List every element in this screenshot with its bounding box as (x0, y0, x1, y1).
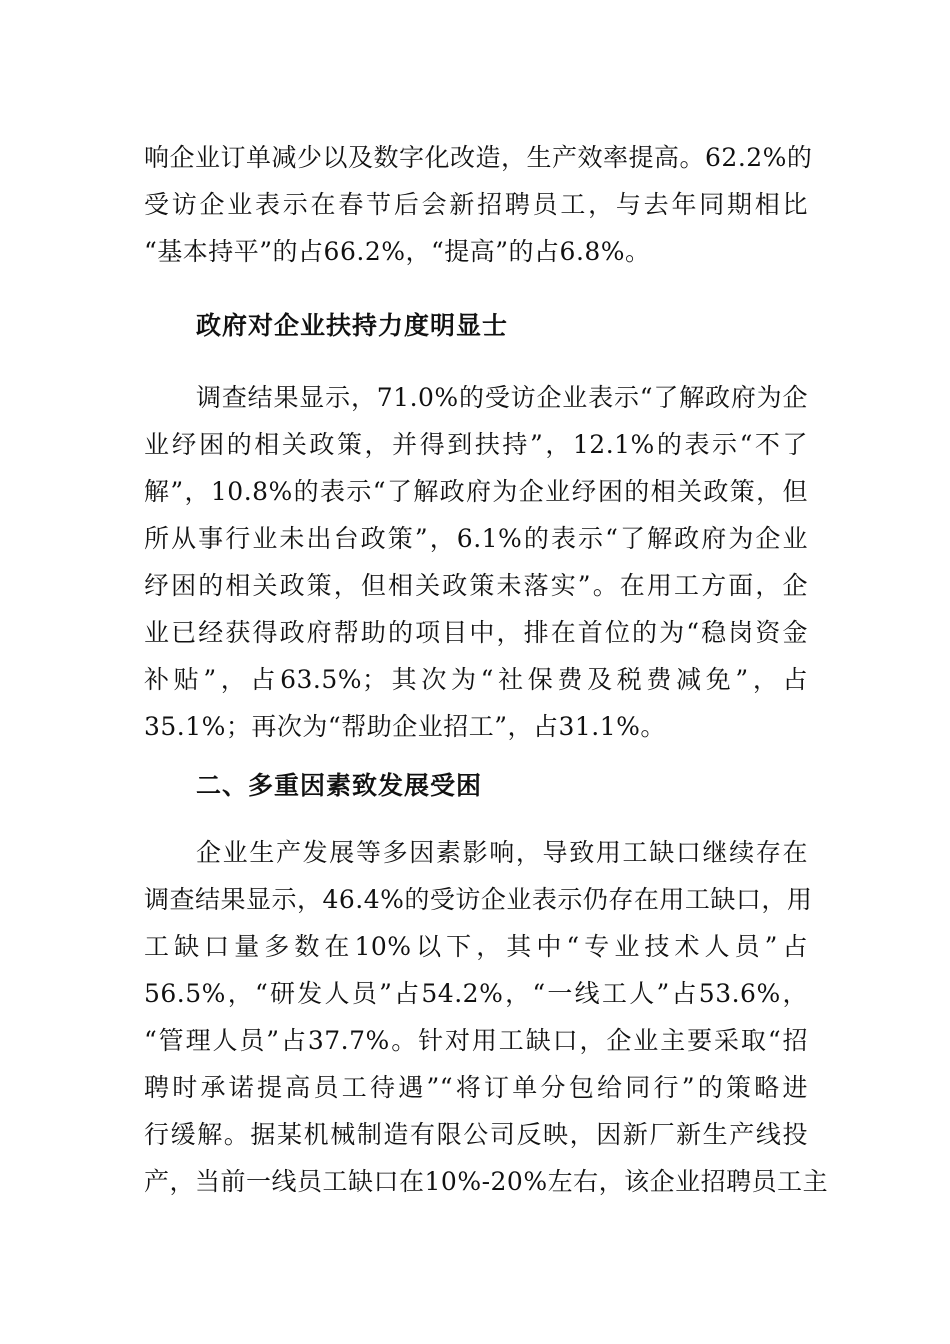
paragraph-line: 调查结果显示，71.0%的受访企业表示“了解政府为企 (196, 383, 808, 412)
section-heading: 政府对企业扶持力度明显士 (196, 311, 509, 340)
paragraph-line: 聘时承诺提高员工待遇”“将订单分包给同行”的策略进 (144, 1073, 808, 1102)
paragraph-line: 所从事行业未出台政策”，6.1%的表示“了解政府为企业 (144, 524, 808, 553)
paragraph-line: 35.1%；再次为“帮助企业招工”，占31.1%。 (144, 712, 666, 741)
section-heading: 二、多重因素致发展受困 (196, 771, 483, 800)
paragraph-line: 调查结果显示，46.4%的受访企业表示仍存在用工缺口，用 (144, 885, 813, 914)
paragraph-line: 业已经获得政府帮助的项目中，排在首位的为“稳岗资金 (144, 618, 808, 647)
paragraph-line: 企业生产发展等多因素影响，导致用工缺口继续存在 (196, 838, 808, 867)
paragraph-line: “基本持平”的占66.2%，“提高”的占6.8%。 (144, 237, 651, 266)
paragraph-line: 纾困的相关政策，但相关政策未落实”。在用工方面，企 (144, 571, 808, 600)
paragraph-line: 56.5%，“研发人员”占54.2%，“一线工人”占53.6%， (144, 979, 808, 1008)
paragraph-line: 产，当前一线员工缺口在10%-20%左右，该企业招聘员工主 (144, 1167, 829, 1196)
paragraph-line: 业纾困的相关政策，并得到扶持”，12.1%的表示“不了 (144, 430, 808, 459)
paragraph-line: 行缓解。据某机械制造有限公司反映，因新厂新生产线投 (144, 1120, 808, 1149)
paragraph-line: 补贴”，占63.5%；其次为“社保费及税费减免”，占 (144, 665, 808, 694)
paragraph-line: “管理人员”占37.7%。针对用工缺口，企业主要采取“招 (144, 1026, 808, 1055)
paragraph-line: 响企业订单减少以及数字化改造，生产效率提高。62.2%的 (144, 143, 813, 172)
paragraph-line: 解”，10.8%的表示“了解政府为企业纾困的相关政策，但 (144, 477, 808, 506)
paragraph-line: 受访企业表示在春节后会新招聘员工，与去年同期相比 (144, 190, 808, 219)
paragraph-line: 工缺口量多数在10%以下，其中“专业技术人员”占 (144, 932, 808, 961)
